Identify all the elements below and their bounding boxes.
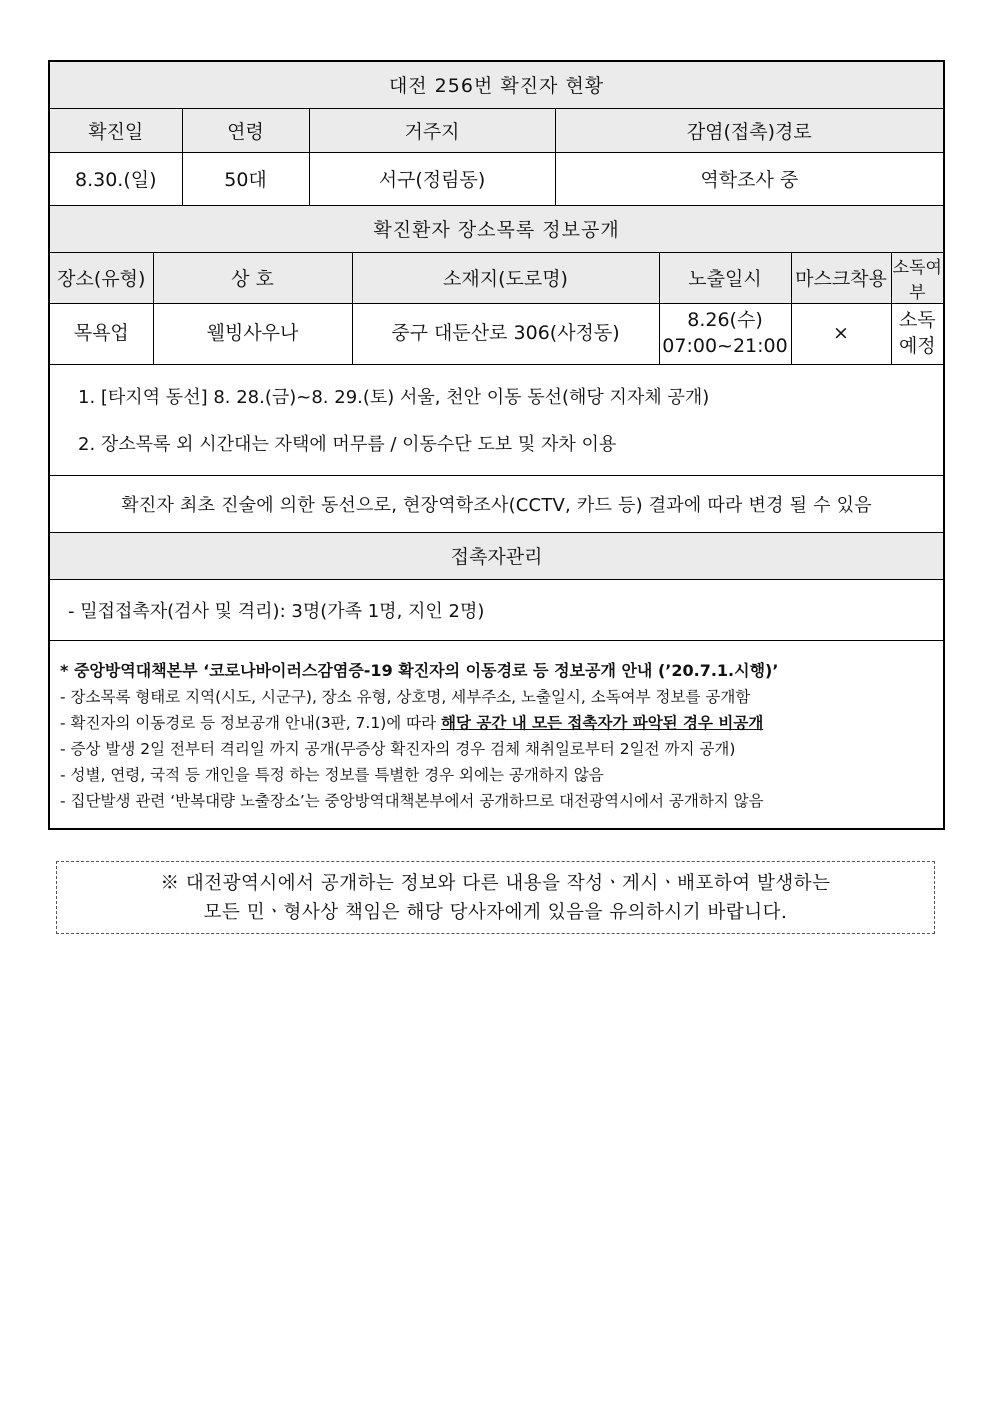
reference-title: * 중앙방역대책본부 ‘코로나바이러스감염증-19 확진자의 이동경로 등 정보공개 안내 (’20.7.1.시행)’ (60, 660, 779, 680)
contacts-title: 접촉자관리 (49, 532, 944, 579)
page-title: 대전 256번 확진자 현황 (49, 61, 944, 108)
business-name: 웰빙사우나 (153, 303, 352, 364)
residence-value: 서구(정림동) (309, 152, 555, 205)
legal-notice (56, 861, 935, 934)
place-type: 목욕업 (49, 303, 153, 364)
note-item: 2. 장소목록 외 시간대는 자택에 머무름 / 이동수단 도보 및 자차 이용 (78, 433, 617, 455)
mask-status: × (791, 303, 891, 364)
disinfection-status: 소독예정 (891, 303, 944, 364)
place-address: 중구 대둔산로 306(사정동) (352, 303, 659, 364)
header-place-type: 장소(유형) (49, 252, 153, 303)
header-exposure-time: 노출일시 (659, 252, 791, 303)
header-infection-route: 감염(접촉)경로 (555, 108, 944, 152)
reference-line: - 증상 발생 2일 전부터 격리일 까지 공개(무증상 확진자의 경우 검체 채취일로부터 2일전 까지 공개) (60, 739, 736, 758)
note-item: 1. [타지역 동선] 8. 28.(금)~8. 29.(토) 서울, 천안 이동 동선(해당 지자체 공개) (78, 386, 710, 408)
infection-route-value: 역학조사 중 (555, 152, 944, 205)
status-document (48, 60, 943, 830)
exposure-hours: 07:00~21:00 (662, 334, 788, 357)
header-confirm-date: 확진일 (49, 108, 182, 152)
age-value: 50대 (182, 152, 309, 205)
notice-line: 모든 민ㆍ형사상 책임은 해당 당사자에게 있음을 유의하시기 바랍니다. (203, 902, 788, 923)
reference-line (60, 710, 937, 736)
header-residence: 거주지 (309, 108, 555, 152)
disclaimer: 확진자 최초 진술에 의한 동선으로, 현장역학조사(CCTV, 카드 등) 결과에 따라 변경 될 수 있음 (49, 475, 944, 532)
header-mask: 마스크착용 (791, 252, 891, 303)
status-table (48, 60, 945, 830)
exposure-time (659, 303, 791, 364)
exposure-date: 8.26(수) (687, 308, 763, 331)
reference-emphasis: 해당 공간 내 모든 접촉자가 파악된 경우 비공개 (441, 713, 764, 732)
reference-line: - 집단발생 관련 ‘반복대량 노출장소’는 중앙방역대책본부에서 공개하므로 대전광역시에서 공개하지 않음 (60, 791, 764, 810)
table-row (49, 303, 944, 364)
header-age: 연령 (182, 108, 309, 152)
movement-notes (49, 364, 944, 475)
reference-line: - 장소목록 형태로 지역(시도, 시군구), 장소 유형, 상호명, 세부주소, 노출일시, 소독여부 정보를 공개함 (60, 687, 751, 706)
reference-block (49, 640, 944, 829)
reference-line-prefix: - 확진자의 이동경로 등 정보공개 안내(3판, 7.1)에 따라 (60, 713, 442, 732)
header-business-name: 상 호 (153, 252, 352, 303)
notice-line: ※ 대전광역시에서 공개하는 정보와 다른 내용을 작성ㆍ게시ㆍ배포하여 발생하는 (160, 873, 831, 894)
confirm-date-value: 8.30.(일) (49, 152, 182, 205)
places-section-title: 확진환자 장소목록 정보공개 (49, 205, 944, 252)
reference-line: - 성별, 연령, 국적 등 개인을 특정 하는 정보를 특별한 경우 외에는 공개하지 않음 (60, 765, 604, 784)
contacts-line: - 밀접접촉자(검사 및 격리): 3명(가족 1명, 지인 2명) (49, 579, 944, 640)
header-address: 소재지(도로명) (352, 252, 659, 303)
header-disinfection: 소독여부 (891, 252, 944, 303)
